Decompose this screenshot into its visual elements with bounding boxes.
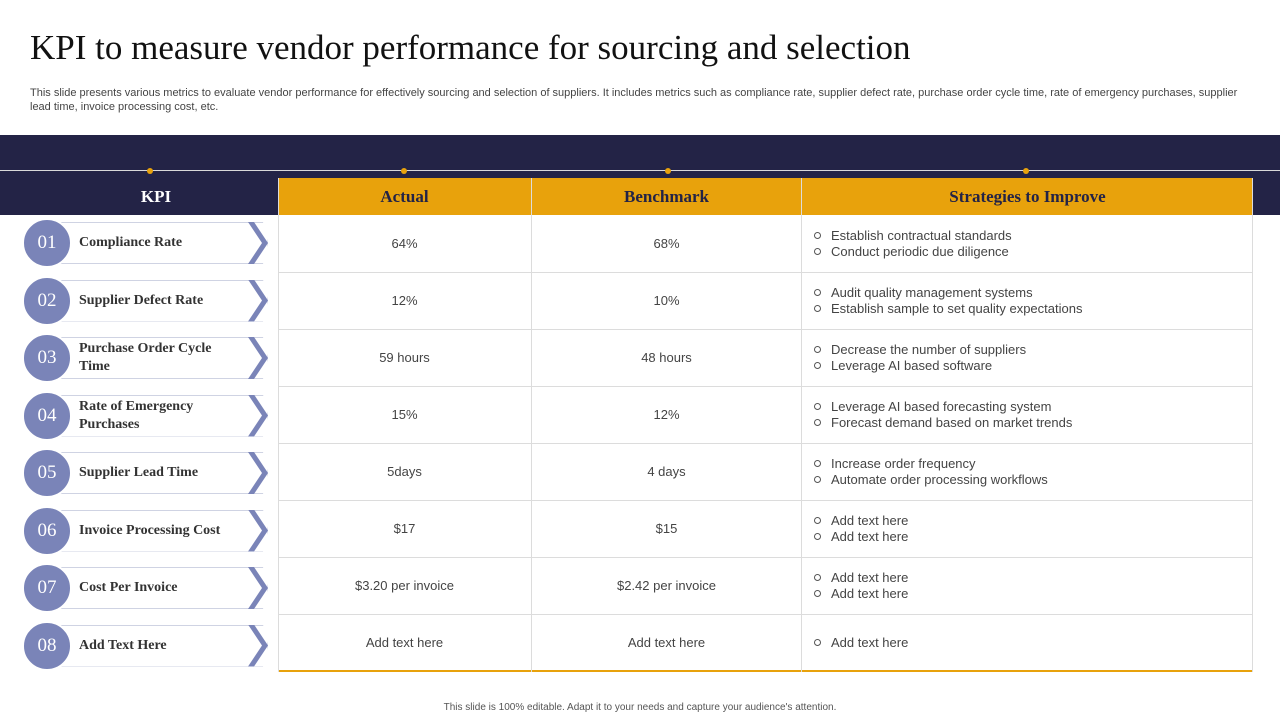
strategy-item [802, 456, 1242, 472]
circle-bullet-icon [814, 517, 821, 524]
strategy-text: Decrease the number of suppliers [831, 341, 1027, 357]
grid-line [1252, 178, 1253, 672]
kpi-table [278, 178, 1253, 672]
strategy-text: Establish sample to set quality expectations [831, 300, 1083, 316]
slide-title: KPI to measure vendor performance for sourcing and selection [30, 28, 911, 67]
kpi-number-badge: 04 [22, 391, 72, 441]
strategy-item [802, 586, 1242, 602]
kpi-number-badge: 07 [22, 563, 72, 613]
kpi-label: Cost Per Invoice [79, 580, 178, 595]
actual-column-header: Actual [278, 178, 531, 215]
circle-bullet-icon [814, 305, 821, 312]
strategy-text: Establish contractual standards [831, 227, 1012, 243]
strategy-item [802, 301, 1242, 317]
kpi-label: Add Text Here [79, 637, 167, 653]
circle-bullet-icon [814, 346, 821, 353]
strategy-item [802, 399, 1242, 415]
kpi-row [22, 506, 268, 556]
circle-bullet-icon [814, 574, 821, 581]
kpi-label: Purchase Order Cycle Time [79, 341, 212, 374]
kpi-label: Rate of Emergency Purchases [79, 398, 194, 432]
strategy-text: Add text here [831, 569, 909, 585]
strategies-cell [802, 329, 1242, 386]
circle-bullet-icon [814, 362, 821, 369]
kpi-row [22, 391, 268, 441]
benchmark-column-header: Benchmark [532, 178, 801, 215]
actual-cell: $17 [393, 521, 416, 536]
strategy-text: Add text here [831, 528, 909, 544]
kpi-number-badge: 02 [22, 276, 72, 326]
strategy-text: Add text here [831, 512, 909, 528]
actual-cell: $3.20 per invoice [354, 578, 454, 593]
circle-bullet-icon [814, 232, 821, 239]
timeline-dot [665, 168, 671, 174]
strategies-cell [802, 500, 1242, 557]
circle-bullet-icon [814, 639, 821, 646]
kpi-number-badge: 08 [22, 621, 72, 671]
strategy-item [802, 342, 1242, 358]
strategy-item [802, 228, 1242, 244]
timeline-dot [401, 168, 407, 174]
actual-cell: 12% [391, 293, 418, 308]
kpi-row [22, 448, 268, 498]
strategies-cell [802, 272, 1242, 329]
strategy-text: Conduct periodic due diligence [831, 243, 1009, 259]
timeline-dot [147, 168, 153, 174]
timeline-dot [1023, 168, 1029, 174]
strategy-item [802, 358, 1242, 374]
strategy-text: Leverage AI based software [831, 357, 993, 373]
strategy-item [802, 529, 1242, 545]
kpi-row [22, 276, 268, 326]
circle-bullet-icon [814, 590, 821, 597]
kpi-label: Supplier Defect Rate [79, 292, 204, 308]
kpi-row [22, 563, 268, 613]
benchmark-cell: Add text here [627, 635, 706, 650]
strategy-text: Add text here [831, 634, 909, 650]
strategy-item [802, 472, 1242, 488]
circle-bullet-icon [814, 403, 821, 410]
strategies-cell [802, 215, 1242, 272]
kpi-number-badge: 03 [22, 333, 72, 383]
actual-cell: 59 hours [379, 350, 430, 365]
actual-cell: 5days [387, 464, 422, 479]
strategy-item [802, 285, 1242, 301]
circle-bullet-icon [814, 460, 821, 467]
strategy-item [802, 513, 1242, 529]
strategies-cell [802, 386, 1242, 443]
strategy-item [802, 635, 1242, 651]
strategies-cell [802, 557, 1242, 614]
kpi-row [22, 218, 268, 268]
benchmark-cell: 12% [653, 407, 680, 422]
kpi-label: Supplier Lead Time [79, 465, 199, 480]
circle-bullet-icon [814, 533, 821, 540]
benchmark-cell: 68% [653, 236, 680, 251]
strategies-cell [802, 443, 1242, 500]
circle-bullet-icon [814, 476, 821, 483]
strategy-text: Leverage AI based forecasting system [831, 398, 1052, 414]
actual-cell: 64% [391, 236, 418, 251]
strategy-text: Audit quality management systems [831, 284, 1033, 300]
strategy-item [802, 244, 1242, 260]
strategies-cell [802, 614, 1242, 671]
kpi-row [22, 333, 268, 383]
actual-cell: Add text here [365, 635, 444, 650]
timeline-line [0, 170, 1280, 171]
strategy-text: Automate order processing workflows [831, 471, 1048, 487]
benchmark-cell: $2.42 per invoice [616, 578, 716, 593]
strategies-column-header: Strategies to Improve [802, 178, 1253, 215]
kpi-number-badge: 05 [22, 448, 72, 498]
kpi-number-badge: 01 [22, 218, 72, 268]
circle-bullet-icon [814, 289, 821, 296]
circle-bullet-icon [814, 248, 821, 255]
kpi-number-badge: 06 [22, 506, 72, 556]
strategy-item [802, 415, 1242, 431]
strategy-item [802, 570, 1242, 586]
slide-subtitle: This slide presents various metrics to evaluate vendor performance for effectively sourcing and selection of suppliers. It includes metrics such as compliance rate, supplier defect rate, purchase order cycle time, rate of emergency purchases, supplier lead time, invoice processing cost, etc. [30, 87, 1238, 113]
actual-cell: 15% [391, 407, 418, 422]
kpi-label: Invoice Processing Cost [79, 522, 221, 538]
circle-bullet-icon [814, 419, 821, 426]
strategy-text: Forecast demand based on market trends [831, 414, 1073, 430]
kpi-row [22, 621, 268, 671]
benchmark-cell: 4 days [647, 464, 686, 479]
kpi-column-header: KPI [140, 187, 172, 206]
strategy-text: Add text here [831, 585, 909, 601]
benchmark-cell: 10% [653, 293, 680, 308]
benchmark-cell: 48 hours [641, 350, 692, 365]
slide-footer: This slide is 100% editable. Adapt it to your needs and capture your audience's attention. [443, 702, 837, 713]
benchmark-cell: $15 [655, 521, 678, 536]
strategy-text: Increase order frequency [831, 455, 976, 471]
kpi-label: Compliance Rate [79, 235, 183, 250]
